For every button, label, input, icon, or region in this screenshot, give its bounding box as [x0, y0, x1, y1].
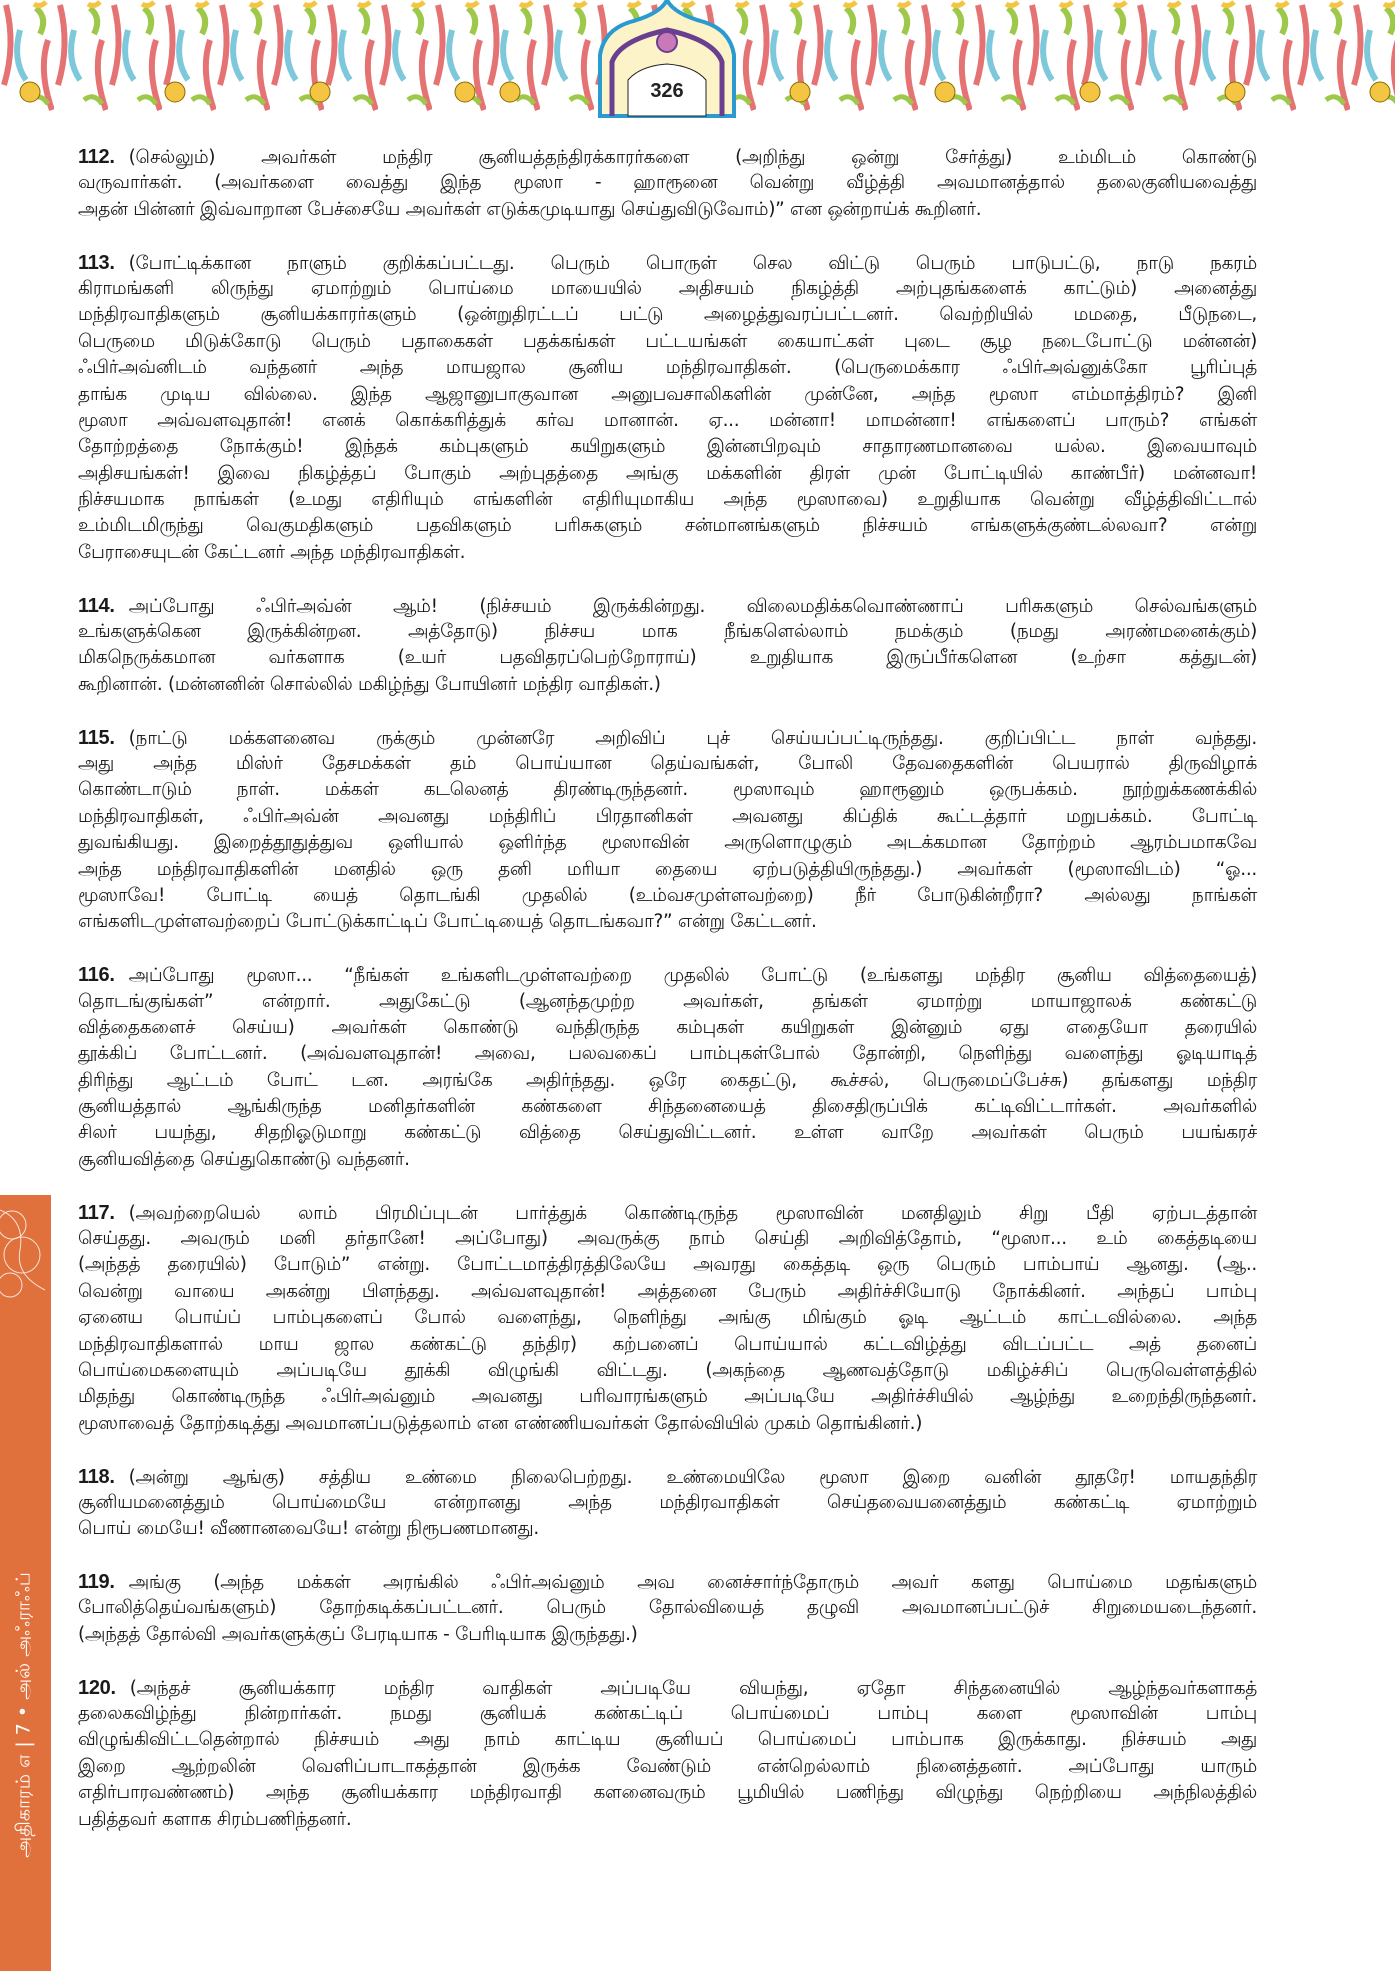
text-line — [78, 725, 1257, 751]
line-text: துவங்கியது. இறைத்தூதுத்துவ ஒளியால் ஒளிர்ந்த மூஸாவின் அருளொழுகும் அடக்கமான தோற்றம் ஆரம்பமாகவே — [78, 832, 1257, 854]
text-line — [78, 857, 1257, 883]
text-line — [78, 1226, 1257, 1252]
text-line — [78, 1120, 1257, 1146]
text-line — [78, 276, 1257, 302]
text-line — [78, 1094, 1257, 1120]
line-text: மூஸாவைத் தோற்கடித்து அவமானப்படுத்தலாம் என எண்ணியவர்கள் தோல்வியில் முகம் தொங்கினர்.) — [78, 1412, 923, 1434]
line-text: நிச்சயமாக நாங்கள் (உமது எதிரியும் எங்களின் எதிரியுமாகிய அந்த மூஸாவை) உறுதியாக வென்று வீழ்த்திவிட்டால் — [78, 489, 1257, 511]
line-text: மிதந்து கொண்டிருந்த ஃபிர்அவ்னும் அவனது பரிவாரங்களும் அப்படியே அதிர்ச்சியில் ஆழ்ந்து உறைந்திருந்தனர். — [78, 1386, 1257, 1408]
line-text: அதிசயங்கள்! இவை நிகழ்த்தப் போகும் அற்புதத்தை அங்கு மக்களின் திரள் முன் போட்டியில் காண்பீர்) மன்னவா! — [78, 462, 1257, 484]
line-text: ஃபிர்அவ்னிடம் வந்தனர் அந்த மாயஜால சூனிய மந்திரவாதிகள். (பெருமைக்கார ஃபிர்அவ்னுக்கோ பூரிப்புத் — [78, 357, 1257, 379]
line-text: (அவற்றையெல் லாம் பிரமிப்புடன் பார்த்துக் கொண்டிருந்த மூஸாவின் மனதிலும் சிறு பீதி ஏற்படத்தான் — [128, 1202, 1257, 1224]
text-line — [78, 883, 1257, 909]
text-line — [78, 1595, 1257, 1621]
text-line — [78, 1015, 1257, 1041]
text-line — [78, 1279, 1257, 1305]
line-text: கூறினான். (மன்னனின் சொல்லில் மகிழ்ந்து போயினர் மந்திர வாதிகள்.) — [78, 673, 661, 695]
line-text: சூனியத்தால் ஆங்கிருந்த மனிதர்களின் கண்களை சிந்தனையைத் திசைதிருப்பிக் கட்டிவிட்டார்கள். அவர்களில் — [78, 1096, 1257, 1118]
verse-paragraph — [78, 725, 1257, 936]
text-line — [78, 1305, 1257, 1331]
line-text: (அந்தச் சூனியக்கார மந்திர வாதிகள் அப்படியே வியந்து, ஏதோ சிந்தனையில் ஆழ்ந்தவர்களாகத் — [129, 1677, 1257, 1699]
line-text: (போட்டிக்கான நாளும் குறிக்கப்பட்டது. பெரும் பொருள் செல விட்டு பெரும் பாடுபட்டு, நாடு நகரம் — [128, 252, 1257, 274]
line-text: சிலர் பயந்து, சிதறிஓடுமாறு கண்கட்டு வித்தை செய்துவிட்டனர். உள்ள வாறே அவர்கள் பெரும் பயங்கரச் — [78, 1122, 1257, 1144]
line-text: சூனியவித்தை செய்துகொண்டு வந்தனர். — [78, 1148, 410, 1170]
text-line — [78, 1622, 1257, 1648]
paragraph-gap — [78, 1437, 1257, 1463]
line-text: தூக்கிப் போட்டனர். (அவ்வளவுதான்! அவை, பலவகைப் பாம்புகள்போல் தோன்றி, நெளிந்து வளைந்து ஓடியாடித் — [78, 1043, 1257, 1065]
text-line — [78, 1754, 1257, 1780]
line-text: போலித்தெய்வங்களும்) தோற்கடிக்கப்பட்டனர். பெரும் தோல்வியைத் தழுவி அவமானப்பட்டுச் சிறுமையடைந்தனர். — [78, 1597, 1257, 1619]
paragraph-gap — [78, 1648, 1257, 1674]
line-text: பொய் மையே! வீணானவையே! என்று நிரூபணமானது. — [78, 1518, 539, 1540]
text-line — [78, 1807, 1257, 1833]
line-text: (அன்று ஆங்கு) சத்திய உண்மை நிலைபெற்றது. உண்மையிலே மூஸா இறை வனின் தூதரே! மாயதந்திர — [128, 1466, 1257, 1488]
text-line — [78, 487, 1257, 513]
line-text: அப்போது மூஸா... “நீங்கள் உங்களிடமுள்ளவற்றை முதலில் போட்டு (உங்களது மந்திர சூனிய வித்தையைத்) — [128, 965, 1257, 987]
text-line — [78, 408, 1257, 434]
text-line — [78, 382, 1257, 408]
line-text: திரிந்து ஆட்டம் போட் டன. அரங்கே அதிர்ந்தது. ஒரே கைதட்டு, கூச்சல், பெருமைப்பேச்சு) தங்களது மந்திர — [78, 1069, 1257, 1091]
line-text: மூஸா அவ்வளவுதான்! எனக் கொக்கரித்துக் கர்வ மானான். ஏ... மன்னா! மாமன்னா! எங்களைப் பாரும்? எங்கள் — [78, 409, 1257, 431]
line-text: (நாட்டு மக்களனைவ ருக்கும் முன்னரே அறிவிப் புச் செய்யப்பட்டிருந்தது. குறிப்பிட்ட நாள் வந்தது. — [128, 727, 1257, 749]
paragraph-gap — [78, 1543, 1257, 1569]
text-line — [78, 1252, 1257, 1278]
text-line — [78, 329, 1257, 355]
verse-number: 116. — [78, 964, 115, 987]
text-line — [78, 672, 1257, 698]
text-line — [78, 619, 1257, 645]
text-line — [78, 962, 1257, 988]
line-text: இறை ஆற்றலின் வெளிப்பாடாகத்தான் இருக்க வேண்டும் என்றெல்லாம் நினைத்தனர். அப்போது யாரும் — [78, 1755, 1257, 1777]
text-line — [78, 144, 1257, 170]
verse-number: 112. — [78, 146, 115, 168]
text-line — [78, 1147, 1257, 1173]
text-line — [78, 777, 1257, 803]
line-text: உம்மிடமிருந்து வெகுமதிகளும் பதவிகளும் பரிசுகளும் சன்மானங்களும் நிச்சயம் எங்களுக்குண்டல்லவா? என்று — [78, 515, 1257, 537]
verse-paragraph — [78, 1464, 1257, 1543]
text-line — [78, 302, 1257, 328]
paragraph-gap — [78, 223, 1257, 249]
line-text: அந்த மந்திரவாதிகளின் மனதில் ஒரு தனி மரியா தையை ஏற்படுத்தியிருந்தது.) அவர்கள் (மூஸாவிடம்) “ஓ... — [78, 858, 1257, 880]
line-text: அதன் பின்னர் இவ்வாறான பேச்சையே அவர்கள் எடுக்கமுடியாது செய்துவிடுவோம்)” என ஒன்றாய்க் கூறினர். — [78, 198, 982, 220]
decorative-header-border — [0, 0, 1395, 118]
line-text: எங்களிடமுள்ளவற்றைப் போட்டுக்காட்டிப் போட்டியைத் தொடங்கவா?” என்று கேட்டனர். — [78, 911, 817, 933]
verse-paragraph — [78, 250, 1257, 567]
line-text: கொண்டாடும் நாள். மக்கள் கடலெனத் திரண்டிருந்தனர். மூஸாவும் ஹாரூனும் ஒருபக்கம். நூற்றுக்கணக்கில் — [78, 779, 1257, 801]
text-line — [78, 1727, 1257, 1753]
text-line — [78, 1358, 1257, 1384]
verse-paragraph — [78, 593, 1257, 699]
text-line — [78, 1068, 1257, 1094]
verse-paragraph — [78, 1569, 1257, 1648]
line-text: வென்று வாயை அகன்று பிளந்தது. அவ்வளவுதான்! அத்தனை பேரும் அதிர்ச்சியோடு நோக்கினர். அந்தப் பாம்பு — [78, 1280, 1257, 1302]
lace-ornament-icon — [0, 1195, 51, 1305]
line-text: (அந்தத் தோல்வி அவர்களுக்குப் பேரடியாக - பேரிடியாக இருந்தது.) — [78, 1623, 638, 1645]
text-line — [78, 989, 1257, 1015]
chapter-label: அதிகாரம் ௭ | 7 • அல் அஃராஃப் — [12, 1572, 35, 1858]
text-line — [78, 645, 1257, 671]
line-text: அது அந்த மிஸ்ர் தேசமக்கள் தம் பொய்யான தெய்வங்கள், போலி தேவதைகளின் பெயரால் திருவிழாக் — [78, 752, 1257, 774]
text-line — [78, 461, 1257, 487]
line-text: மிகநெருக்கமான வர்களாக (உயர் பதவிதரப்பெற்றோராய்) உறுதியாக இருப்பீர்களென (உற்சா கத்துடன்) — [78, 647, 1257, 669]
paragraph-gap — [78, 566, 1257, 592]
text-line — [78, 1675, 1257, 1701]
line-text: தலைகவிழ்ந்து நின்றார்கள். நமது சூனியக் கண்கட்டிப் பொய்மைப் பாம்பு களை மூஸாவின் பாம்பு — [78, 1703, 1257, 1725]
line-text: ஏனைய பொய்ப் பாம்புகளைப் போல் வளைந்து, நெளிந்து அங்கு மிங்கும் ஓடி ஆட்டம் காட்டவில்லை. அந்த — [78, 1307, 1257, 1329]
verse-number: 119. — [78, 1571, 115, 1594]
line-text: பெருமை மிடுக்கோடு பெரும் பதாகைகள் பதக்கங்கள் பட்டயங்கள் கையாட்கள் புடை சூழ நடைபோட்டு மன்னன்) — [78, 330, 1257, 352]
verse-paragraph — [78, 962, 1257, 1173]
line-text: மந்திரவாதிகள், ஃபிர்அவ்ன் அவனது மந்திரிப் பிரதானிகள் அவனது கிப்திக் கூட்டத்தார் மறுபக்கம். போட்டி — [78, 805, 1257, 827]
verse-number: 114. — [78, 594, 115, 617]
text-line — [78, 1569, 1257, 1595]
text-line — [78, 434, 1257, 460]
text-line — [78, 1780, 1257, 1806]
line-text: செய்தது. அவரும் மனி தர்தானே! அப்போது) அவருக்கு நாம் செய்தி அறிவித்தோம், “மூஸா... உம் கைத்தடியை — [78, 1228, 1257, 1250]
line-text: விழுங்கிவிட்டதென்றால் நிச்சயம் அது நாம் காட்டிய சூனியப் பொய்மைப் பாம்பாக இருக்காது. நிச்சயம் அது — [78, 1729, 1257, 1751]
verse-paragraph — [78, 144, 1257, 223]
text-line — [78, 1041, 1257, 1067]
line-text: சூனியமனைத்தும் பொய்மையே என்றானது அந்த மந்திரவாதிகள் செய்தவையனைத்தும் கண்கட்டி ஏமாற்றும் — [78, 1491, 1257, 1513]
text-line — [78, 1516, 1257, 1542]
text-line — [78, 1332, 1257, 1358]
document-body — [78, 144, 1257, 1833]
verse-number: 118. — [78, 1465, 115, 1488]
text-line — [78, 1411, 1257, 1437]
text-line — [78, 1384, 1257, 1410]
line-text: உங்களுக்கென இருக்கின்றன. அத்தோடு) நிச்சய மாக நீங்களெல்லாம் நமக்கும் (நமது அரண்மனைக்கும்) — [78, 621, 1257, 643]
line-text: பொய்மைகளையும் அப்படியே தூக்கி விழுங்கி விட்டது. (அகந்தை ஆணவத்தோடு மகிழ்ச்சிப் பெருவெள்ளத்தில் — [78, 1359, 1257, 1381]
line-text: அங்கு (அந்த மக்கள் அரங்கில் ஃபிர்அவ்னும் அவ னைச்சார்ந்தோரும் அவர் களது பொய்மை மதங்களும் — [128, 1572, 1257, 1594]
line-text: வித்தைகளைச் செய்ய) அவர்கள் கொண்டு வந்திருந்த கம்புகள் கயிறுகள் இன்னும் ஏது எதையோ தரையில் — [78, 1016, 1257, 1038]
text-line — [78, 540, 1257, 566]
line-text: (செல்லும்) அவர்கள் மந்திர சூனியத்தந்திரக்காரர்களை (அறிந்து ஒன்று சேர்த்து) உம்மிடம் கொண்டு — [128, 147, 1257, 168]
verse-number: 120. — [78, 1676, 116, 1699]
text-line — [78, 751, 1257, 777]
line-text: பதித்தவர் களாக சிரம்பணிந்தனர். — [78, 1808, 352, 1830]
verse-number: 115. — [78, 726, 115, 749]
text-line — [78, 1490, 1257, 1516]
line-text: அப்போது ஃபிர்அவ்ன் ஆம்! (நிச்சயம் இருக்கின்றது. விலைமதிக்கவொண்ணாப் பரிசுகளும் செல்வங்களும் — [128, 595, 1257, 617]
paragraph-gap — [78, 698, 1257, 724]
page-number: 326 — [650, 80, 684, 102]
line-text: வருவார்கள். (அவர்களை வைத்து இந்த மூஸா - ஹாரூனை வென்று வீழ்த்தி அவமானத்தால் தலைகுனியவைத்து — [78, 172, 1257, 194]
text-line — [78, 830, 1257, 856]
text-line — [78, 593, 1257, 619]
line-text: தொடங்குங்கள்” என்றார். அதுகேட்டு (ஆனந்தமுற்ற அவர்கள், தங்கள் ஏமாற்று மாயாஜாலக் கண்கட்டு — [78, 990, 1257, 1012]
verse-number: 117. — [78, 1201, 115, 1224]
line-text: தோற்றத்தை நோக்கும்! இந்தக் கம்புகளும் கயிறுகளும் இன்னபிறவும் சாதாரணமானவை யல்ல. இவையாவும் — [78, 436, 1257, 458]
text-line — [78, 909, 1257, 935]
line-text: பேராசையுடன் கேட்டனர் அந்த மந்திரவாதிகள். — [78, 541, 466, 563]
text-line — [78, 250, 1257, 276]
text-line — [78, 1200, 1257, 1226]
paragraph-gap — [78, 1173, 1257, 1199]
text-line — [78, 1464, 1257, 1490]
verse-number: 113. — [78, 251, 115, 274]
verse-paragraph — [78, 1675, 1257, 1833]
paragraph-gap — [78, 936, 1257, 962]
verse-paragraph — [78, 1200, 1257, 1438]
line-text: மந்திரவாதிகளும் சூனியக்காரர்களும் (ஒன்றுதிரட்டப் பட்டு அழைத்துவரப்பட்டனர். வெற்றியில் மமதை, பீடுநடை, — [78, 304, 1257, 326]
text-line — [78, 170, 1257, 196]
line-text: மூஸாவே! போட்டி யைத் தொடங்கி முதலில் (உம்வசமுள்ளவற்றை) நீர் போடுகின்றீரா? அல்லது நாங்கள் — [78, 884, 1257, 906]
text-line — [78, 804, 1257, 830]
text-line — [78, 355, 1257, 381]
line-text: கிராமங்களி லிருந்து ஏமாற்றும் பொய்மை மாயையில் அதிசயம் நிகழ்த்தி அற்புதங்களைக் காட்டும்) அனைத்து — [78, 277, 1257, 299]
text-line — [78, 197, 1257, 223]
text-line — [78, 513, 1257, 539]
line-text: எதிர்பாரவண்ணம்) அந்த சூனியக்கார மந்திரவாதி களனைவரும் பூமியில் பணிந்து விழுந்து நெற்றியை அந்நிலத்தில் — [78, 1782, 1257, 1804]
line-text: தாங்க முடிய வில்லை. இந்த ஆஜானுபாகுவான அனுபவசாலிகளின் முன்னே, அந்த மூஸா எம்மாத்திரம்? இனி — [78, 383, 1257, 405]
line-text: (அந்தத் தரையில்) போடும்” என்று. போட்டமாத்திரத்திலேயே அவரது கைத்தடி ஒரு பெரும் பாம்பாய் ஆனது. (ஆ.. — [78, 1254, 1257, 1276]
line-text: மந்திரவாதிகளால் மாய ஜால கண்கட்டு தந்திர) கற்பனைப் பொய்யால் கட்டவிழ்த்து விடப்பட்ட அத் தனைப் — [78, 1333, 1257, 1355]
text-line — [78, 1701, 1257, 1727]
